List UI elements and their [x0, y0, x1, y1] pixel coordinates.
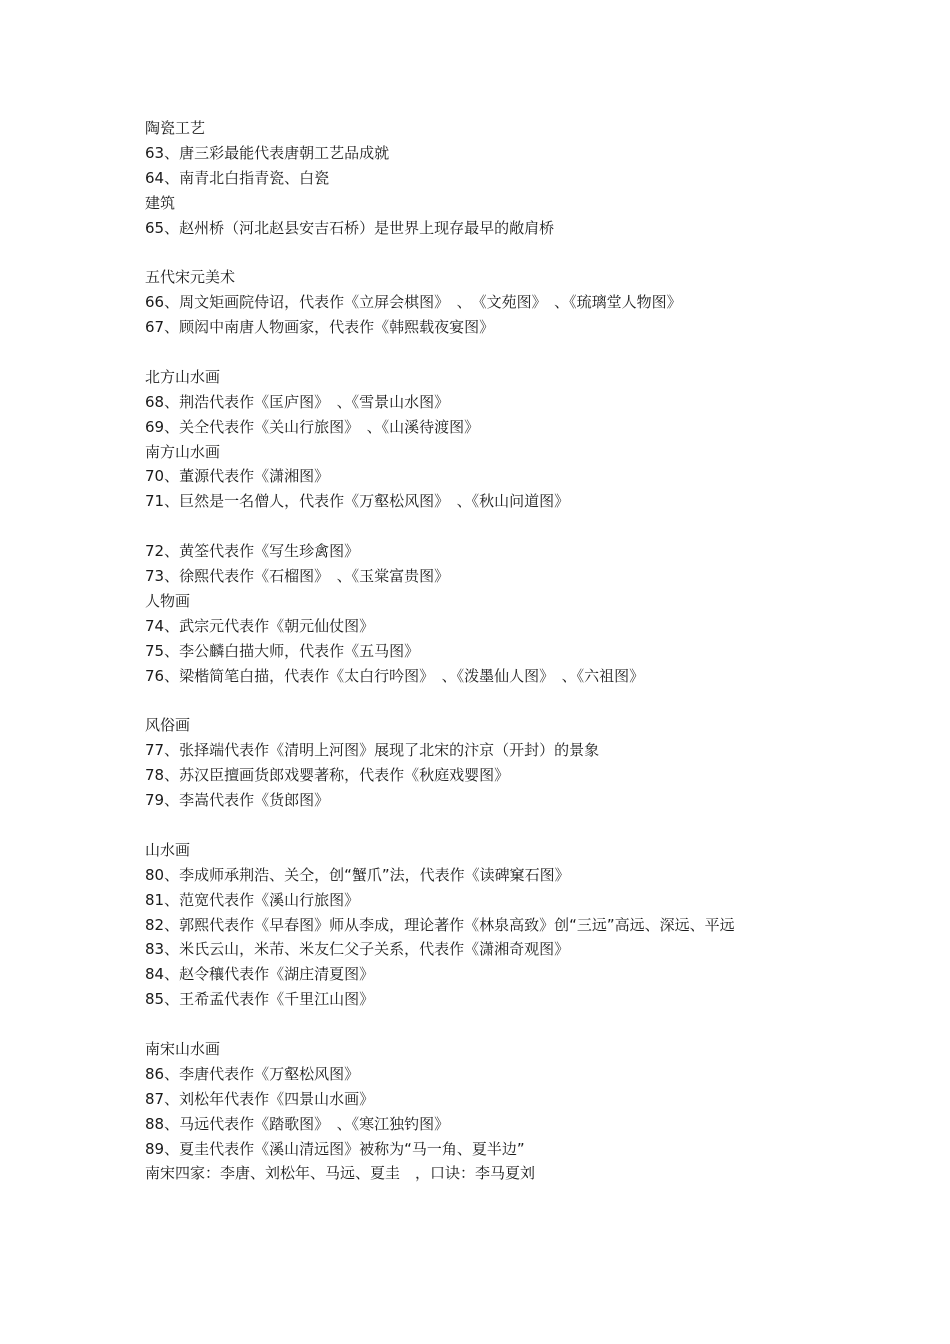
list-item: 63、唐三彩最能代表唐朝工艺品成就 — [145, 143, 390, 162]
section-heading: 五代宋元美术 — [145, 268, 236, 287]
section-heading: 北方山水画 — [145, 367, 221, 386]
list-item: 69、关仝代表作《关山行旅图》 、《山溪待渡图》 — [145, 417, 480, 436]
list-item: 65、赵州桥（河北赵县安吉石桥）是世界上现存最早的敞肩桥 — [145, 218, 555, 237]
list-item: 64、南青北白指青瓷、白瓷 — [145, 168, 330, 187]
section-heading: 风俗画 — [145, 716, 191, 735]
list-item: 83、米氏云山，米芾、米友仁父子关系，代表作《潇湘奇观图》 — [145, 940, 570, 959]
section-heading: 人物画 — [145, 591, 191, 610]
blank-line — [145, 1012, 865, 1037]
section-heading: 南方山水画 — [145, 442, 221, 461]
section-heading: 陶瓷工艺 — [145, 119, 206, 137]
list-item: 75、李公麟白描大师，代表作《五马图》 — [145, 641, 420, 660]
summary-line: 南宋四家：李唐、刘松年、马远、夏圭 ，口诀：李马夏刘 — [145, 1164, 536, 1183]
list-item: 85、王希孟代表作《千里江山图》 — [145, 990, 375, 1009]
section-heading: 建筑 — [145, 193, 176, 212]
list-item: 76、梁楷简笔白描，代表作《太白行吟图》 、《泼墨仙人图》 、《六祖图》 — [145, 666, 645, 685]
list-item: 87、刘松年代表作《四景山水画》 — [145, 1089, 375, 1108]
list-item: 89、夏圭代表作《溪山清远图》被称为“马一角、夏半边” — [145, 1139, 525, 1158]
blank-line — [145, 340, 865, 365]
list-item: 86、李唐代表作《万壑松风图》 — [145, 1064, 360, 1083]
list-item: 82、郭熙代表作《早春图》师从李成，理论著作《林泉高致》创“三远”高远、深远、平远 — [145, 915, 735, 934]
list-item: 71、巨然是一名僧人，代表作《万壑松风图》 、《秋山问道图》 — [145, 492, 570, 511]
list-item: 66、周文矩画院侍诏，代表作《立屏会棋图》 、 《文苑图》 、《琉璃堂人物图》 — [145, 293, 682, 312]
section-heading: 南宋山水画 — [145, 1039, 221, 1058]
list-item: 74、武宗元代表作《朝元仙仗图》 — [145, 616, 375, 635]
blank-line — [145, 514, 865, 539]
list-item: 68、荆浩代表作《匡庐图》 、《雪景山水图》 — [145, 392, 450, 411]
list-item: 67、顾闳中南唐人物画家，代表作《韩熙载夜宴图》 — [145, 318, 495, 337]
list-item: 70、董源代表作《潇湘图》 — [145, 467, 330, 486]
list-item: 88、马远代表作《踏歌图》 、《寒江独钓图》 — [145, 1114, 450, 1133]
blank-line — [145, 240, 865, 265]
list-item: 72、黄筌代表作《写生珍禽图》 — [145, 542, 360, 561]
section-heading: 山水画 — [145, 840, 191, 859]
list-item: 80、李成师承荆浩、关仝，创“蟹爪”法，代表作《读碑窠石图》 — [145, 865, 570, 884]
list-item: 73、徐熙代表作《石榴图》 、《玉棠富贵图》 — [145, 567, 450, 586]
list-item: 78、苏汉臣擅画货郎戏婴著称，代表作《秋庭戏婴图》 — [145, 766, 510, 785]
list-item: 77、张择端代表作《清明上河图》展现了北宋的汴京（开封）的景象 — [145, 741, 600, 760]
list-item: 84、赵令穰代表作《湖庄清夏图》 — [145, 965, 375, 984]
blank-line — [145, 688, 865, 713]
list-item: 81、范宽代表作《溪山行旅图》 — [145, 890, 360, 909]
blank-line — [145, 813, 865, 838]
list-item: 79、李嵩代表作《货郎图》 — [145, 791, 330, 810]
document-body — [145, 116, 865, 1186]
